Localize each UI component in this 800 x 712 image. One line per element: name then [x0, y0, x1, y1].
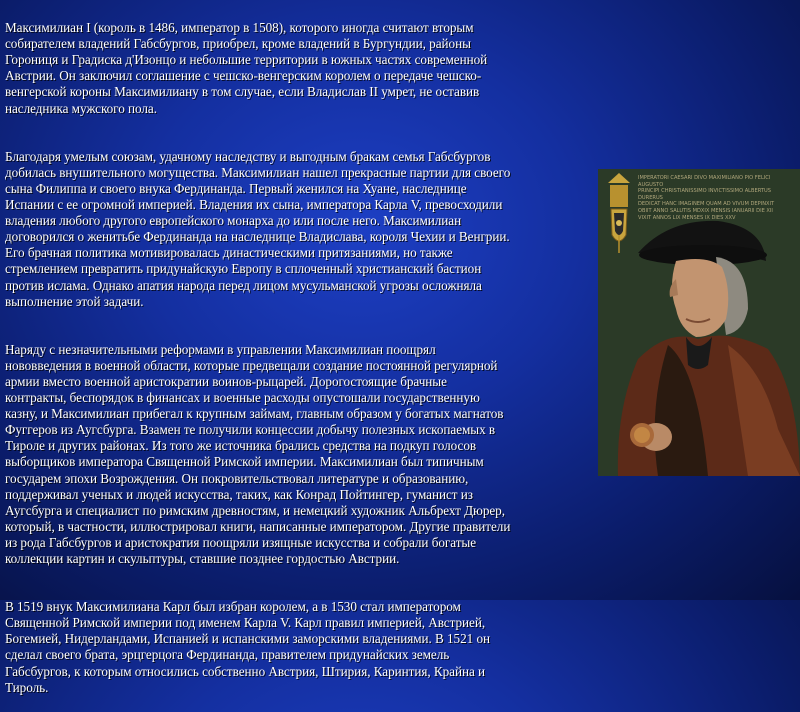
paragraph-1: Максимилиан I (король в 1486, император в 1508), которого иногда считают вторым собирателем владений Габсбургов, приобрел, кроме владений в Бургундии, районы Горониця и Градиска д'Изонцо и небольшие территории в южных частях современной Австрии. Он заключил соглашение с чешско-венгерским королем о передаче чешско- венгерской короны Максимилиану в том случае, если Владислав II умрет, не оставив наследника мужского пола. [5, 20, 488, 116]
portrait-image [598, 169, 800, 476]
paragraph-4: В 1519 внук Максимилиана Карл был избран королем, а в 1530 стал императором Священной Римской империи под именем Карла V. Карл правил империей, Австрией, Богемией, Нидерландами, Испанией и испанскими заморскими владениями. В 1521 он сделал своего брата, эрцгерцога Фердинанда, правителем придунайских земель Габсбургов, к которым относились собственно Австрия, Штирия, Каринтия, Крайна и Тироль. [5, 599, 490, 695]
slide-text [5, 4, 605, 712]
paragraph-2: Благодаря умелым союзам, удачному наследству и выгодным бракам семья Габсбургов добилась внушительного могущества. Максимилиан нашел прекрасные партии для своего сына Филиппа и своего внука Фердинанда. Первый женился на Хуане, наследнице Испании с ее огромной империей. Владения их сына, императора Карла V, превосходили владения любого другого европейского монарха до или после него. Максимилиан договорился о женитьбе Фердинанда на наследнице Владислава, короля Чехии и Венгрии. Его брачная политика мотивировалась династическими притязаниями, но также стремлением превратить придунайскую Европу в сплоченный христианский бастион против ислама. Однако апатия народа перед лицом мусульманской угрозы осложняла выполнение этой задачи. [5, 148, 511, 309]
portrait-inscription: IMPERATORI CAESARI DIVO MAXIMILIANO PIO FELICI AUGUSTO PRINCIPI CHRISTIANISSIMO INVICTISSIMO ALBERTUS DURERUS DEDICAT HANC IMAGINEM QUAM AD VIVUM DEPINXIT OBIIT ANNO SALUTIS MDXIX MENSIS IANUARII DIE XII VIXIT ANNOS LIX MENSES IX DIES XXV [638, 175, 775, 221]
paragraph-3: Наряду с незначительными реформами в управлении Максимилиан поощрял нововведения в военной области, которые предвещали создание постоянной регулярной армии вместо военной аристократии воинов-рыцарей. Дорогостоящие брачные контракты, беспорядок в финансах и военные расходы опустошали государственную казну, и Максимилиан прибегал к крупным займам, главным образом у богатых магнатов Фуггеров из Аугсбурга. Взамен те получили концессии добычу полезных ископаемых в Тироле и других районах. Из того же источника брались средства на подкуп голосов выборщиков императора Священной Римской империи. Максимилиан был типичным государем эпохи Возрождения. Он покровительствовал литературе и образованию, поддерживал ученых и людей искусства, таких, как Конрад Пойтингер, гуманист из Аугсбурга и специалист по римским древностям, и немецкий художник Альбрехт Дюрер, который, в частности, иллюстрировал книги, написанные императором. Другие правители из рода Габсбургов и аристократия поощряли изящные искусства и собрали богатые коллекции картин и скульптуры, ставшие позднее гордостью Австрии. [5, 341, 511, 566]
